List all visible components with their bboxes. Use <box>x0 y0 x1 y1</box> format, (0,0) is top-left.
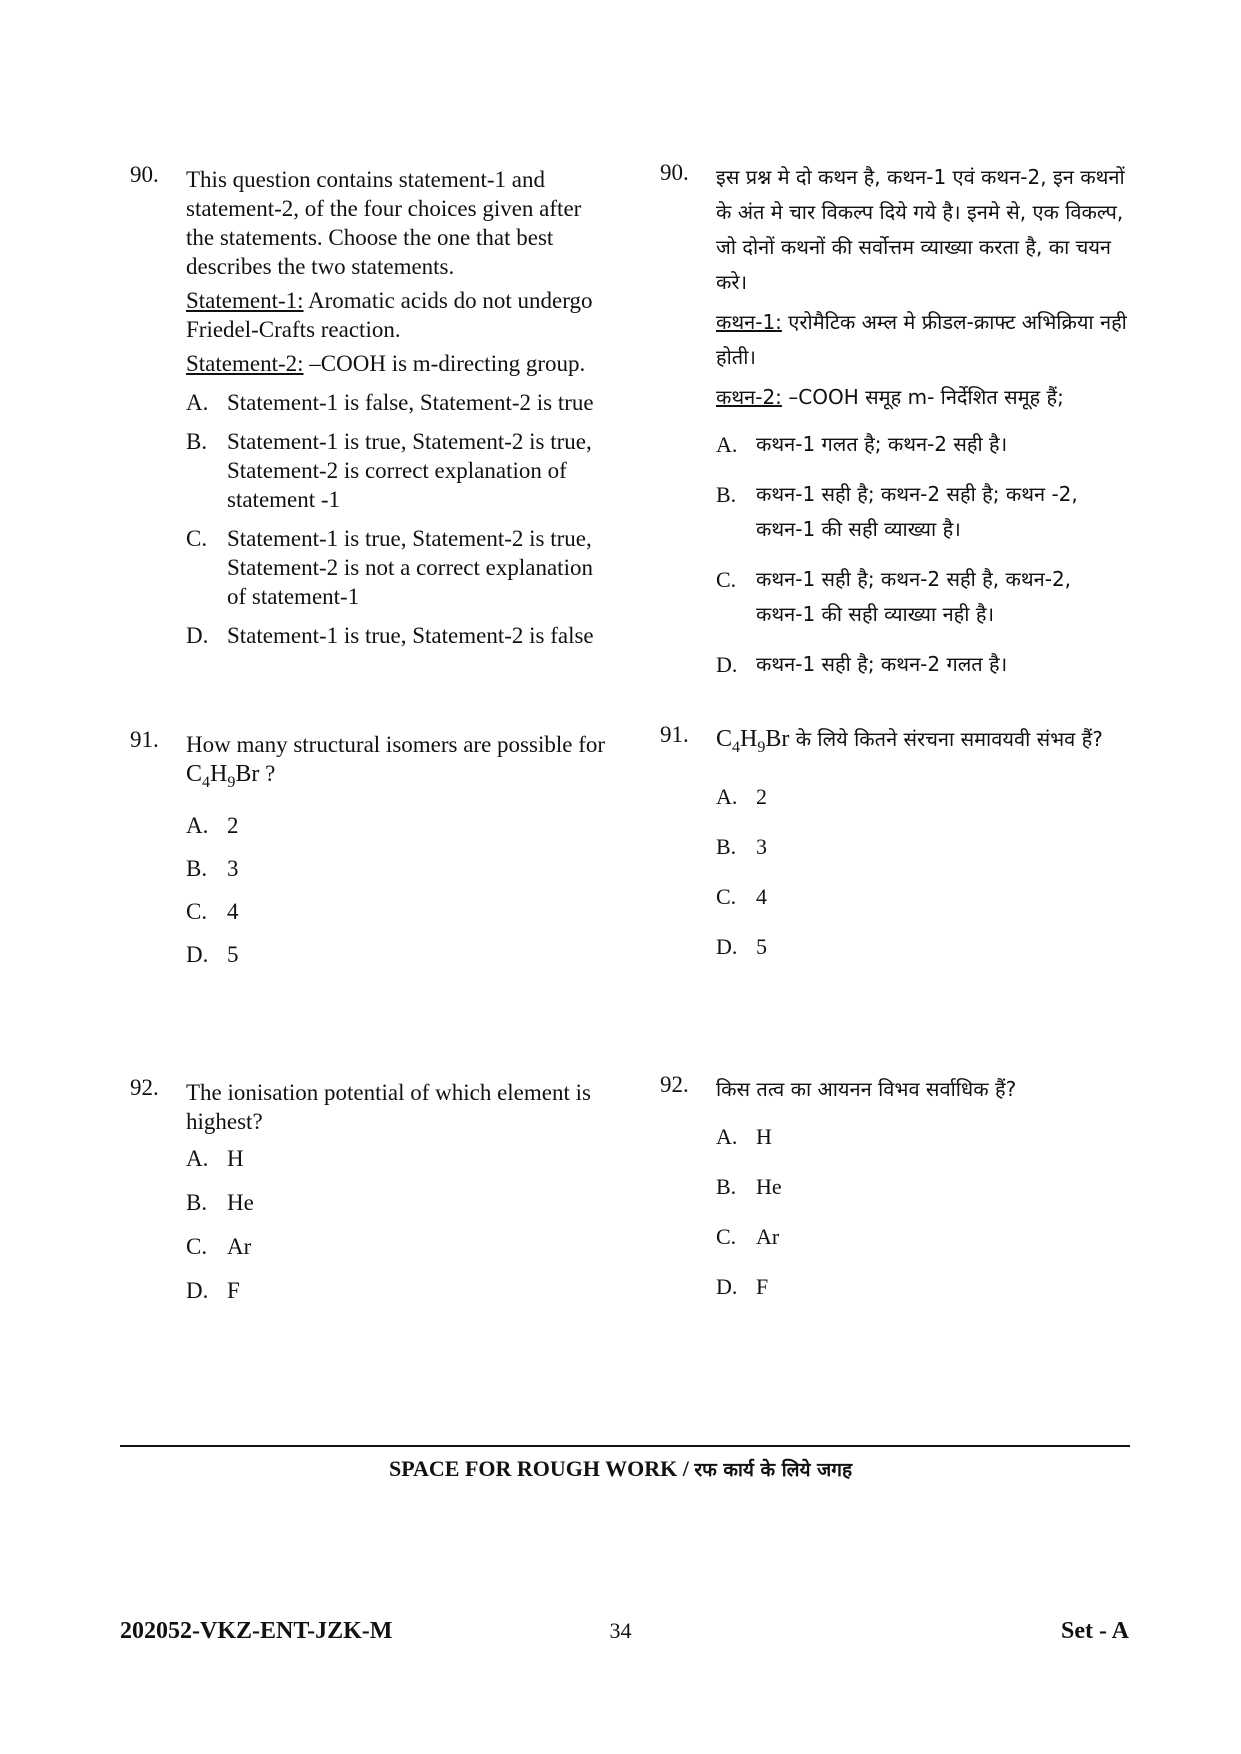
option-text: कथन-1 गलत है; कथन-2 सही है। <box>756 432 1008 456</box>
statement-2 <box>186 349 610 378</box>
formula-c-sub: 4 <box>202 773 211 791</box>
options-list <box>716 1119 1130 1304</box>
option-d <box>186 621 610 650</box>
question-text: This question contains statement-1 and statement-2, of the four choices given after the statements. Choose the one that best describes the two statements. <box>186 167 582 279</box>
question-92-en <box>130 1075 610 1320</box>
option-text: 2 <box>756 783 767 809</box>
option-text: कथन-1 सही है; कथन-2 गलत है। <box>756 652 1008 676</box>
option-text: Ar <box>756 1224 780 1249</box>
option-d <box>186 1276 610 1305</box>
option-label: C. <box>716 883 737 909</box>
question-number: 92. <box>130 1075 159 1100</box>
option-text: 3 <box>756 833 767 859</box>
option-label: C. <box>186 898 208 924</box>
question-number: 91. <box>130 727 159 752</box>
question-text: इस प्रश्न मे दो कथन है, कथन-1 एवं कथन-2, इन कथनों के अंत मे चार विकल्प दिये गये है। इनमे से, एक विकल्प, जो दोनों कथनों की सर्वोत्तम व्याख्या करता है, का चयन करे। <box>716 165 1125 294</box>
rough-work-hi: रफ कार्य के लिये जगह <box>694 1459 853 1481</box>
paper-code: 202052-VKZ-ENT-JZK-M <box>120 1618 393 1644</box>
formula-c: C <box>716 726 733 752</box>
option-label: A. <box>186 1146 209 1171</box>
statement-1-label: Statement-1: <box>186 288 304 313</box>
statement-2 <box>716 380 1130 415</box>
option-d <box>716 1269 1130 1304</box>
question-91-en <box>130 727 610 983</box>
option-label: D. <box>716 1274 738 1299</box>
option-text: 4 <box>227 898 239 924</box>
option-label: A. <box>716 783 738 809</box>
option-c <box>716 562 1130 632</box>
option-text: 2 <box>227 812 239 838</box>
statement-1 <box>186 286 610 344</box>
question-text: किस तत्व का आयनन विभव सर्वाधिक हैं? <box>716 1077 1017 1101</box>
statement-1-label: कथन-1: <box>716 310 782 334</box>
option-label: D. <box>716 652 738 677</box>
question-text: The ionisation potential of which element is highest? <box>186 1080 591 1134</box>
option-label: C. <box>186 1234 208 1259</box>
option-c <box>186 897 610 926</box>
question-91-hi <box>660 722 1130 979</box>
option-b <box>186 854 610 883</box>
question-90-en <box>130 162 610 660</box>
option-c <box>186 1232 610 1261</box>
question-text <box>186 730 610 797</box>
rough-work-heading <box>0 1456 1241 1482</box>
option-text: He <box>227 1190 254 1215</box>
option-b <box>186 427 610 514</box>
option-text: F <box>227 1278 240 1303</box>
option-text: F <box>756 1274 769 1299</box>
question-number: 90. <box>130 162 159 187</box>
formula-c: C <box>186 761 203 787</box>
option-text: Statement-1 is true, Statement-2 is false <box>227 623 594 648</box>
option-label: D. <box>186 623 209 648</box>
option-a <box>716 1119 1130 1154</box>
formula-c4h9br <box>186 761 260 791</box>
option-a <box>186 811 610 840</box>
statement-1-text: Aromatic acids do not undergo Friedel-Crafts reaction. <box>186 288 593 342</box>
option-label: B. <box>186 855 208 881</box>
question-92-hi <box>660 1072 1130 1319</box>
question-number: 91. <box>660 722 689 747</box>
formula-h-sub: 9 <box>227 773 236 791</box>
question-number: 92. <box>660 1072 689 1097</box>
option-a <box>186 388 610 417</box>
option-text: कथन-1 सही है; कथन-2 सही है, कथन-2, कथन-1 की सही व्याख्या नही है। <box>756 567 1072 626</box>
option-text: H <box>756 1124 772 1149</box>
formula-c-sub: 4 <box>732 738 741 756</box>
options-list <box>716 779 1130 964</box>
option-text: Ar <box>227 1234 252 1259</box>
formula-h-sub: 9 <box>757 738 766 756</box>
option-label: D. <box>716 933 738 959</box>
option-label: A. <box>716 1124 738 1149</box>
formula-c4h9br <box>716 726 790 756</box>
statement-2-text: –COOH is m-directing group. <box>303 351 586 376</box>
option-d <box>186 940 610 969</box>
formula-br: Br <box>765 726 790 752</box>
question-text-after: ? <box>259 761 276 786</box>
option-a <box>186 1144 610 1173</box>
option-text: 3 <box>227 855 239 881</box>
option-c <box>716 1219 1130 1254</box>
option-text: Statement-1 is false, Statement-2 is true <box>227 390 594 415</box>
option-text: कथन-1 सही है; कथन-2 सही है; कथन -2, कथन-1 की सही व्याख्या है। <box>756 482 1078 541</box>
question-number: 90. <box>660 160 689 185</box>
option-a <box>716 779 1130 814</box>
option-text: 5 <box>227 941 239 967</box>
option-text: 5 <box>756 933 767 959</box>
option-label: B. <box>186 1190 208 1215</box>
statement-2-label: Statement-2: <box>186 351 304 376</box>
statement-1-text: एरोमैटिक अम्ल मे फ्रीडल-क्राफ्ट अभिक्रिया नही होती। <box>716 310 1127 369</box>
option-label: C. <box>716 567 737 592</box>
option-c <box>186 524 610 611</box>
option-label: B. <box>716 1174 737 1199</box>
statement-2-text: –COOH समूह m- निर्देशित समूह हैं; <box>781 385 1064 409</box>
question-90-hi <box>660 160 1130 697</box>
options-list <box>186 811 610 969</box>
statement-1 <box>716 305 1130 375</box>
option-c <box>716 879 1130 914</box>
option-label: A. <box>186 812 209 838</box>
option-a <box>716 427 1130 462</box>
option-b <box>716 1169 1130 1204</box>
option-text: Statement-1 is true, Statement-2 is true, Statement-2 is correct explanation of statement -1 <box>227 429 592 512</box>
rough-work-en: SPACE FOR ROUGH WORK / <box>388 1456 695 1481</box>
formula-h: H <box>740 726 758 752</box>
page-number: 34 <box>609 1618 632 1643</box>
option-label: D. <box>186 941 209 967</box>
option-text: Statement-1 is true, Statement-2 is true, Statement-2 is not a correct explanation of statement-1 <box>227 526 593 609</box>
options-list <box>716 427 1130 682</box>
option-label: C. <box>716 1224 737 1249</box>
options-list <box>186 388 610 650</box>
option-d <box>716 929 1130 964</box>
question-text <box>716 722 1130 765</box>
divider-line <box>120 1445 1130 1447</box>
set-label: Set - A <box>1061 1618 1129 1644</box>
option-b <box>716 477 1130 547</box>
option-label: A. <box>716 432 738 457</box>
option-label: B. <box>716 482 737 507</box>
option-b <box>716 829 1130 864</box>
option-label: A. <box>186 390 209 415</box>
option-text: He <box>756 1174 782 1199</box>
option-label: B. <box>186 429 208 454</box>
formula-h: H <box>210 761 228 787</box>
option-label: C. <box>186 526 208 551</box>
option-label: B. <box>716 833 737 859</box>
question-text-before: How many structural isomers are possible for <box>186 732 606 757</box>
option-d <box>716 647 1130 682</box>
statement-2-label: कथन-2: <box>716 385 782 409</box>
option-text: H <box>227 1146 244 1171</box>
options-list <box>186 1144 610 1305</box>
question-text-after: के लिये कितने संरचना समावयवी संभव हैं? <box>789 727 1103 751</box>
formula-br: Br <box>235 761 260 787</box>
option-text: 4 <box>756 883 767 909</box>
option-label: D. <box>186 1278 209 1303</box>
option-b <box>186 1188 610 1217</box>
